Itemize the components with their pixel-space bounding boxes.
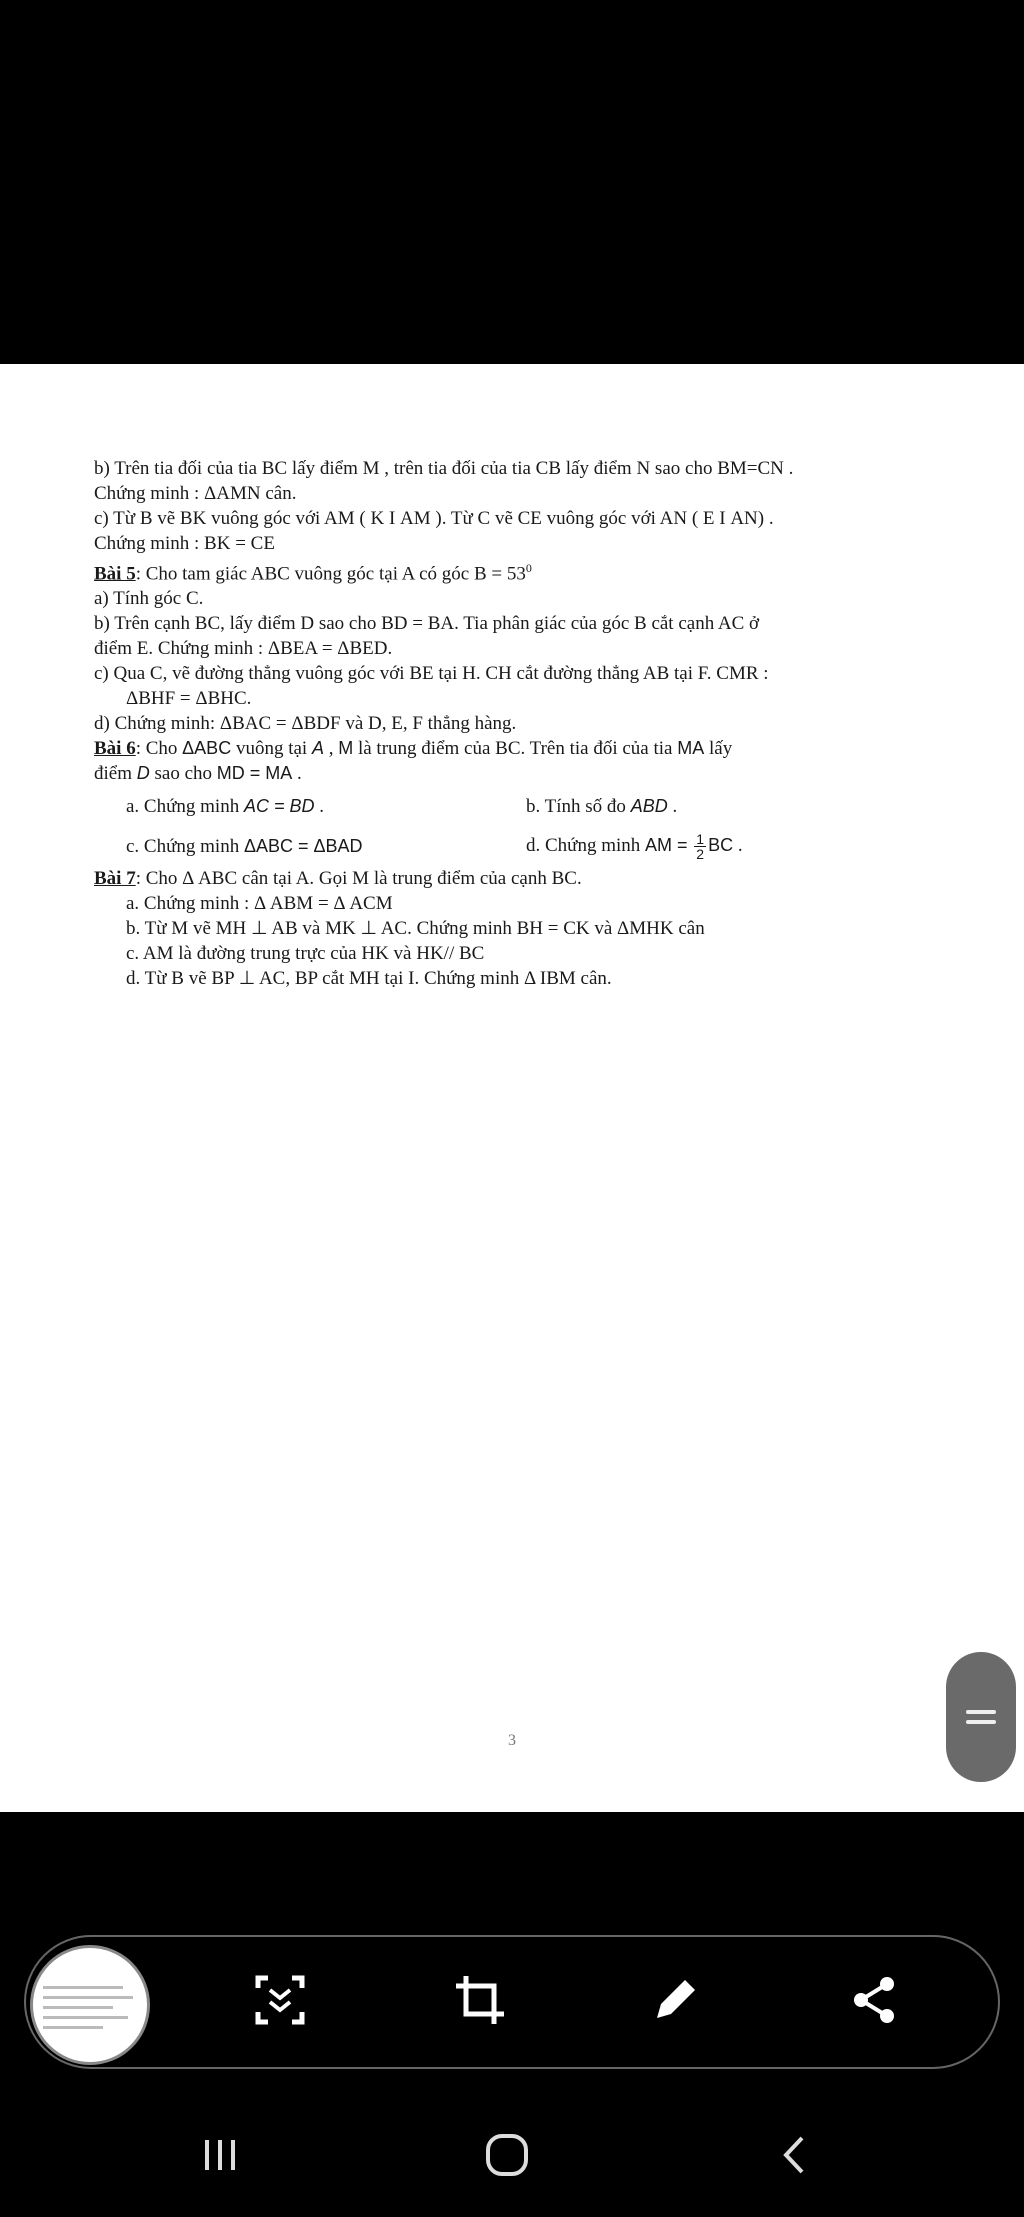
share-icon [845,1970,905,2030]
text-line: a. Chứng minh : Δ ABM = Δ ACM [126,893,393,915]
math-span: AC = BD [243,795,315,816]
exercise-text: : Cho tam giác ABC vuông góc tại A có góc B = 53 [135,563,526,585]
back-icon [770,2130,820,2180]
math-span: MD = MA [216,763,293,784]
part-d [526,832,926,861]
math-span: ΔABC = ΔBAD [243,835,363,856]
thumbnail-preview[interactable] [30,1945,150,2065]
crop-icon [450,1970,510,2030]
text-span: sao cho [149,763,217,785]
exercise-title: Bài 6 [94,738,136,760]
text-line: Chứng minh : ΔAMN cân. [94,483,297,504]
text-line: b. Từ M vẽ MH ⊥ AB và MK ⊥ AC. Chứng minh BH = CK và ΔMHK cân [126,918,705,940]
text-span: d. Chứng minh [526,834,646,856]
text-line: Chứng minh : BK = CE [94,533,275,554]
text-line: điểm E. Chứng minh : ΔBEA = ΔBED. [94,638,393,660]
page-number: 3 [508,1732,516,1749]
fraction-denominator: 2 [696,845,705,862]
fraction [694,832,706,861]
home-icon [482,2130,532,2180]
back-button[interactable] [755,2115,835,2195]
thumb-line [43,2016,128,2019]
text-span: a. Chứng minh [126,795,244,817]
home-button[interactable] [467,2115,547,2195]
text-span: b. Tính số đo [526,795,631,817]
math-span: AM = [645,834,688,855]
text-span: . [314,795,324,817]
text-span: điểm [94,763,137,785]
exercise-title: Bài 7 [94,868,136,890]
text-span: . [733,834,743,856]
scroll-capture-button[interactable] [240,1960,320,2040]
part-b [526,794,926,819]
crop-button[interactable] [440,1960,520,2040]
recent-apps-button[interactable] [180,2115,260,2195]
document-content [94,456,944,991]
math-span: D [136,763,150,784]
math-span: ΔABC [182,738,232,759]
text-line: b) Trên tia đối của tia BC lấy điểm M , trên tia đối của tia CB lấy điểm N sao cho BM=CN . [94,458,794,479]
text-line: ΔBHF = ΔBHC. [126,688,252,710]
math-span: ABD [630,795,668,816]
text-span: vuông tại [231,738,312,760]
handle-grip-line [966,1720,996,1724]
text-line [94,761,944,786]
text-span: : Cho [135,738,183,760]
exercise-title: Bài 5 [94,563,136,585]
thumb-line [43,2026,103,2029]
thumb-line [43,2006,113,2009]
superscript: 0 [525,561,532,575]
thumb-line [43,1996,133,1999]
text-line: b) Trên cạnh BC, lấy điểm D sao cho BD = BA. Tia phân giác của góc B cắt cạnh AC ở [94,613,760,635]
text-line: c. AM là đường trung trực của HK và HK// BC [126,943,485,965]
math-span: MA [677,738,705,759]
scroll-capture-icon [250,1970,310,2030]
part-c [126,834,526,859]
math-span: A [311,738,324,759]
exercise-6-parts-ab [94,786,944,826]
text-span: . [292,763,302,785]
edit-pen-icon [645,1970,705,2030]
text-line: d) Chứng minh: ΔBAC = ΔBDF và D, E, F thẳng hàng. [94,713,517,735]
recent-apps-icon [195,2130,245,2180]
scroll-handle[interactable] [946,1652,1016,1782]
exercise-6-header [94,736,944,761]
text-line: c) Từ B vẽ BK vuông góc với AM ( K Ι AM ). Từ C vẽ CE vuông góc với AN ( E Ι AN) . [94,508,774,529]
exercise-6-parts-cd [94,826,944,866]
handle-grip-line [966,1710,996,1714]
fraction-numerator: 1 [696,830,705,847]
exercise-text: : Cho Δ ABC cân tại A. Gọi M là trung điểm của cạnh BC. [135,868,582,890]
text-span: , [323,738,339,760]
math-span: BC [708,834,734,855]
exercise-7-header [94,866,944,891]
text-line: d. Từ B vẽ BP ⊥ AC, BP cắt MH tại I. Chứng minh Δ IBM cân. [126,968,612,990]
text-span: . [667,795,678,817]
text-line: a) Tính góc C. [94,588,204,610]
text-span: lấy [704,738,733,760]
text-span: là trung điểm của BC. Trên tia đối của tia [353,738,678,760]
edit-button[interactable] [635,1960,715,2040]
text-span: c. Chứng minh [126,835,244,857]
exercise-5-header [94,556,944,586]
text-line: c) Qua C, vẽ đường thẳng vuông góc với BE tại H. CH cắt đường thẳng AB tại F. CMR : [94,663,769,685]
thumb-line [43,1986,123,1989]
part-a [126,794,526,819]
math-span: M [338,738,354,759]
share-button[interactable] [835,1960,915,2040]
